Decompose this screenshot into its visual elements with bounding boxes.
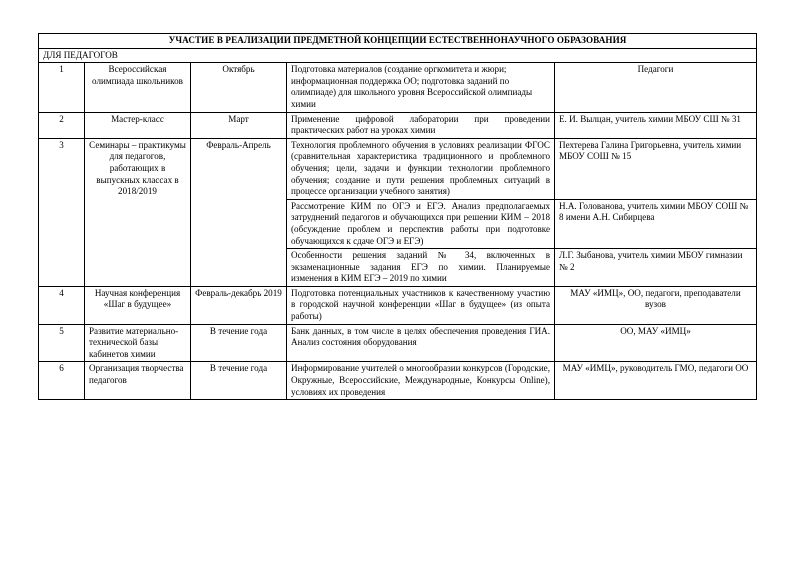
table-row — [39, 138, 757, 199]
row-responsible: ОО, МАУ «ИМЦ» — [555, 324, 757, 362]
table-title-row — [39, 34, 757, 49]
table-subtitle-row — [39, 48, 757, 63]
row-number: 3 — [39, 138, 85, 286]
row-event: Развитие материально-технической базы кабинетов химии — [85, 324, 191, 362]
row-event: Мастер-класс — [85, 112, 191, 138]
table-row — [39, 286, 757, 324]
row-responsible: МАУ «ИМЦ», руководитель ГМО, педагоги ОО — [555, 362, 757, 400]
row-content: Особенности решения заданий № 34, включенных в экзаменационные задания ЕГЭ по химии. Планируемые изменения в КИМ ЕГЭ – 2019 по химии — [287, 249, 555, 287]
row-responsible: Пехтерева Галина Григорьевна, учитель химии МБОУ СОШ № 15 — [555, 138, 757, 199]
section-subtitle: ДЛЯ ПЕДАГОГОВ — [39, 48, 757, 63]
row-responsible: МАУ «ИМЦ», ОО, педагоги, преподаватели вузов — [555, 286, 757, 324]
row-content: Подготовка материалов (создание оргкомитета и жюри; информационная поддержка ОО; подготовка заданий по олимпиаде) для школьного уровня Всероссийской олимпиады химии — [287, 63, 555, 112]
row-event: Семинары – практикумы для педагогов, работающих в выпускных классах в 2018/2019 — [85, 138, 191, 286]
row-number: 4 — [39, 286, 85, 324]
row-period: Октябрь — [191, 63, 287, 112]
row-event: Научная конференция «Шаг в будущее» — [85, 286, 191, 324]
row-number: 2 — [39, 112, 85, 138]
row-event: Организация творчества педагогов — [85, 362, 191, 400]
table-row — [39, 63, 757, 112]
row-number: 1 — [39, 63, 85, 112]
row-event: Всероссийская олимпиада школьников — [85, 63, 191, 112]
table-row — [39, 324, 757, 362]
row-content: Информирование учителей о многообразии конкурсов (Городские, Окружные, Всероссийские, Международные, Конкурсы Online), условиях их проведения — [287, 362, 555, 400]
row-period: В течение года — [191, 362, 287, 400]
row-responsible: Н.А. Голованова, учитель химии МБОУ СОШ № 8 имени А.Н. Сибирцева — [555, 199, 757, 248]
row-content: Технология проблемного обучения в условиях реализации ФГОС (сравнительная характеристика традиционного и проблемного обучения; цели, задачи и функции технологии проблемного обучения; создание и пути решения проблемных ситуаций в процессе организации учебного занятия) — [287, 138, 555, 199]
row-content: Применение цифровой лаборатории при проведении практических работ на уроках химии — [287, 112, 555, 138]
page-title: УЧАСТИЕ В РЕАЛИЗАЦИИ ПРЕДМЕТНОЙ КОНЦЕПЦИИ ЕСТЕСТВЕННОНАУЧНОГО ОБРАЗОВАНИЯ — [39, 34, 757, 49]
table-row — [39, 112, 757, 138]
row-responsible: Л.Г. Зыбанова, учитель химии МБОУ гимназии № 2 — [555, 249, 757, 287]
row-period: Февраль-декабрь 2019 — [191, 286, 287, 324]
row-number: 5 — [39, 324, 85, 362]
row-content: Подготовка потенциальных участников к качественному участию в городской научной конференции «Шаг в будущее» (из опыта работы) — [287, 286, 555, 324]
row-period: Март — [191, 112, 287, 138]
row-responsible: Педагоги — [555, 63, 757, 112]
row-period: Февраль-Апрель — [191, 138, 287, 286]
row-responsible: Е. И. Вылцан, учитель химии МБОУ СШ № 31 — [555, 112, 757, 138]
row-period: В течение года — [191, 324, 287, 362]
row-number: 6 — [39, 362, 85, 400]
row-content: Банк данных, в том числе в целях обеспечения проведения ГИА. Анализ состояния оборудования — [287, 324, 555, 362]
table-row — [39, 362, 757, 400]
participation-plan-table — [38, 33, 757, 400]
row-content: Рассмотрение КИМ по ОГЭ и ЕГЭ. Анализ предполагаемых затруднений педагогов и обучающихся при решении КИМ – 2018 (обсуждение проблем и перспектив работы при подготовке обучающихся к сдаче ОГЭ и ЕГЭ) — [287, 199, 555, 248]
